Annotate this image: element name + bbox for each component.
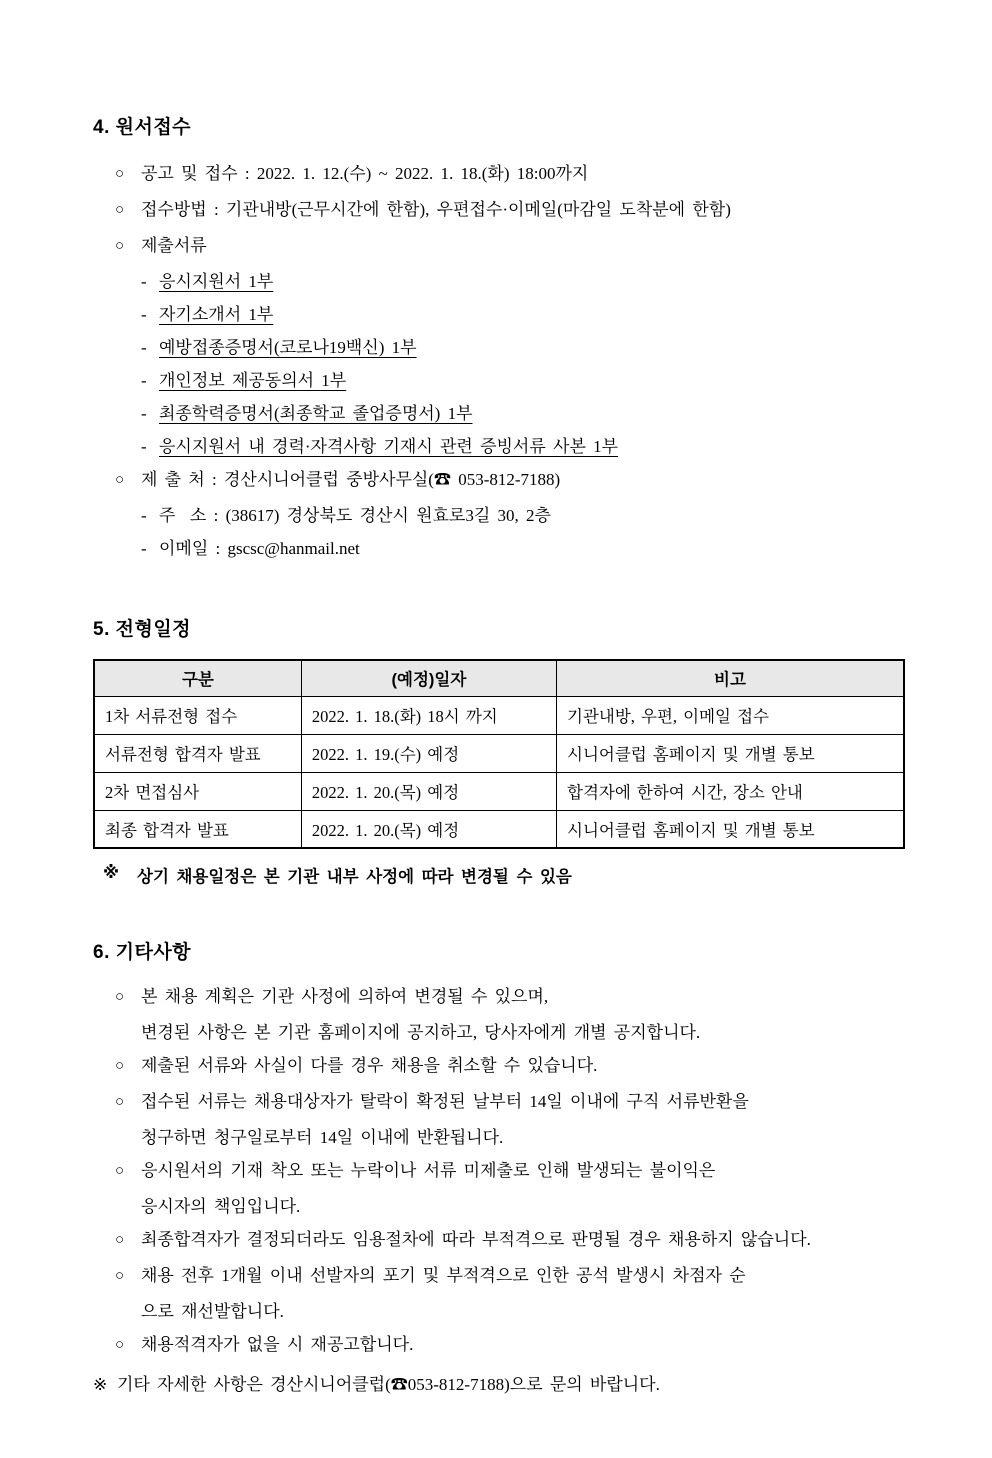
circle-bullet-icon: ○ — [115, 1094, 125, 1110]
circle-bullet-icon: ○ — [115, 1337, 125, 1353]
dash-bullet-icon: - — [141, 371, 147, 390]
bullet-item — [93, 984, 932, 1010]
bullet-text: 응시원서의 기재 착오 또는 누락이나 서류 미제출로 인해 발생되는 불이익은 — [141, 1161, 716, 1180]
circle-bullet-icon: ○ — [115, 238, 125, 254]
dash-item — [93, 401, 932, 427]
table-row — [94, 734, 904, 772]
bullet-text: 채용 전후 1개월 이내 선발자의 포기 및 부적격으로 인한 공석 발생시 차점자 순 — [141, 1266, 746, 1285]
dash-text: 개인정보 제공동의서 1부 — [159, 371, 347, 390]
dash-item — [93, 269, 932, 295]
circle-bullet-icon: ○ — [115, 166, 125, 182]
circle-bullet-icon: ○ — [115, 1268, 125, 1284]
bullet-item — [93, 1089, 932, 1115]
dash-bullet-icon: - — [141, 305, 147, 324]
section-misc — [93, 937, 932, 1398]
bullet-text: 본 채용 계획은 기관 사정에 의하여 변경될 수 있으며, — [141, 987, 549, 1006]
misc-bullet-list — [93, 984, 932, 1358]
bullet-item — [93, 1053, 932, 1079]
table-cell: 2022. 1. 20.(목) 예정 — [301, 772, 556, 810]
schedule-table-header-row — [94, 660, 904, 696]
dash-text: 자기소개서 1부 — [159, 305, 274, 324]
table-cell: 시니어클럽 홈페이지 및 개별 통보 — [557, 734, 905, 772]
table-row — [94, 772, 904, 810]
dash-text: 응시지원서 1부 — [159, 272, 274, 291]
dash-text: 응시지원서 내 경력·자격사항 기재시 관련 증빙서류 사본 1부 — [159, 437, 619, 456]
circle-bullet-icon: ○ — [115, 472, 125, 488]
bullet-item — [93, 197, 932, 223]
table-cell: 기관내방, 우편, 이메일 접수 — [557, 696, 905, 734]
contact-note: ※ 기타 자세한 사항은 경산시니어클럽(☎053-812-7188)으로 문의 바랍니다. — [93, 1372, 932, 1398]
table-cell: 최종 합격자 발표 — [94, 810, 301, 848]
dash-bullet-icon: - — [141, 404, 147, 423]
schedule-change-note: ※ 상기 채용일정은 본 기관 내부 사정에 따라 변경될 수 있음 — [103, 864, 572, 886]
table-cell: 2차 면접심사 — [94, 772, 301, 810]
dash-item — [93, 368, 932, 394]
dash-item — [93, 302, 932, 328]
table-cell: 서류전형 합격자 발표 — [94, 734, 301, 772]
circle-bullet-icon: ○ — [115, 1232, 125, 1248]
dash-text: 이메일 : gscsc@hanmail.net — [159, 539, 360, 558]
bullet-text: 채용적격자가 없을 시 재공고합니다. — [141, 1335, 414, 1354]
reference-mark: ※ — [93, 1375, 108, 1394]
bullet-continuation-text: 변경된 사항은 본 기관 홈페이지에 공지하고, 당사자에게 개별 공지합니다. — [141, 1023, 701, 1042]
dash-item — [93, 503, 932, 529]
dash-item — [93, 536, 932, 562]
bullet-text: 접수방법 : 기관내방(근무시간에 한함), 우편접수·이메일(마감일 도착분에 한함) — [141, 200, 731, 219]
circle-bullet-icon: ○ — [115, 989, 125, 1005]
table-cell: 2022. 1. 20.(목) 예정 — [301, 810, 556, 848]
dash-text: 최종학력증명서(최종학교 졸업증명서) 1부 — [159, 404, 473, 423]
bullet-continuation-text: 청구하면 청구일로부터 14일 이내에 반환됩니다. — [141, 1128, 504, 1147]
bullet-text: 최종합격자가 결정되더라도 임용절차에 따라 부적격으로 판명될 경우 채용하지 않습니다. — [141, 1230, 811, 1249]
bullet-item — [93, 1263, 932, 1289]
bullet-item — [93, 161, 932, 187]
section-misc-title: 6. 기타사항 — [93, 942, 192, 963]
bullet-item — [93, 467, 932, 493]
dash-bullet-icon: - — [141, 437, 147, 456]
bullet-item — [93, 1158, 932, 1184]
table-cell: 2022. 1. 18.(화) 18시 까지 — [301, 696, 556, 734]
section-schedule — [93, 614, 932, 887]
bullet-text: 제출된 서류와 사실이 다를 경우 채용을 취소할 수 있습니다. — [141, 1056, 598, 1075]
required-documents-list — [93, 269, 932, 460]
table-cell: 2022. 1. 19.(수) 예정 — [301, 734, 556, 772]
dash-text: 예방접종증명서(코로나19백신) 1부 — [159, 338, 417, 357]
application-bullet-list — [93, 161, 932, 259]
circle-bullet-icon: ○ — [115, 1163, 125, 1179]
bullet-item — [93, 1227, 932, 1253]
schedule-column-header: (예정)일자 — [301, 660, 556, 696]
table-cell: 합격자에 한하여 시간, 장소 안내 — [557, 772, 905, 810]
dash-text: 주 소 : (38617) 경상북도 경산시 원효로3길 30, 2층 — [159, 506, 551, 525]
section-application — [93, 112, 932, 562]
table-cell: 1차 서류전형 접수 — [94, 696, 301, 734]
bullet-text: 접수된 서류는 채용대상자가 탈락이 확정된 날부터 14일 이내에 구직 서류반환을 — [141, 1092, 749, 1111]
circle-bullet-icon: ○ — [115, 1058, 125, 1074]
dash-bullet-icon: - — [141, 539, 147, 558]
table-row — [94, 696, 904, 734]
dash-bullet-icon: - — [141, 506, 147, 525]
section-application-title: 4. 원서접수 — [93, 117, 192, 138]
circle-bullet-icon: ○ — [115, 202, 125, 218]
dash-bullet-icon: - — [141, 272, 147, 291]
dash-bullet-icon: - — [141, 338, 147, 357]
submit-info-block — [93, 467, 932, 562]
schedule-column-header: 비고 — [557, 660, 905, 696]
dash-item — [93, 335, 932, 361]
bullet-item — [93, 1332, 932, 1358]
schedule-column-header: 구분 — [94, 660, 301, 696]
submit-to-text: 제 출 처 : 경산시니어클럽 중방사무실(☎ 053-812-7188) — [141, 470, 561, 489]
schedule-table — [93, 659, 905, 849]
dash-item — [93, 434, 932, 460]
reference-mark: ※ — [103, 864, 120, 882]
section-schedule-title: 5. 전형일정 — [93, 619, 192, 640]
bullet-text: 공고 및 접수 : 2022. 1. 12.(수) ~ 2022. 1. 18.(화) 18:00까지 — [141, 164, 589, 183]
bullet-continuation-text: 응시자의 책임입니다. — [141, 1197, 301, 1216]
bullet-continuation-text: 으로 재선발합니다. — [141, 1302, 284, 1321]
table-row — [94, 810, 904, 848]
bullet-text: 제출서류 — [141, 236, 207, 255]
table-cell: 시니어클럽 홈페이지 및 개별 통보 — [557, 810, 905, 848]
bullet-item — [93, 233, 932, 259]
